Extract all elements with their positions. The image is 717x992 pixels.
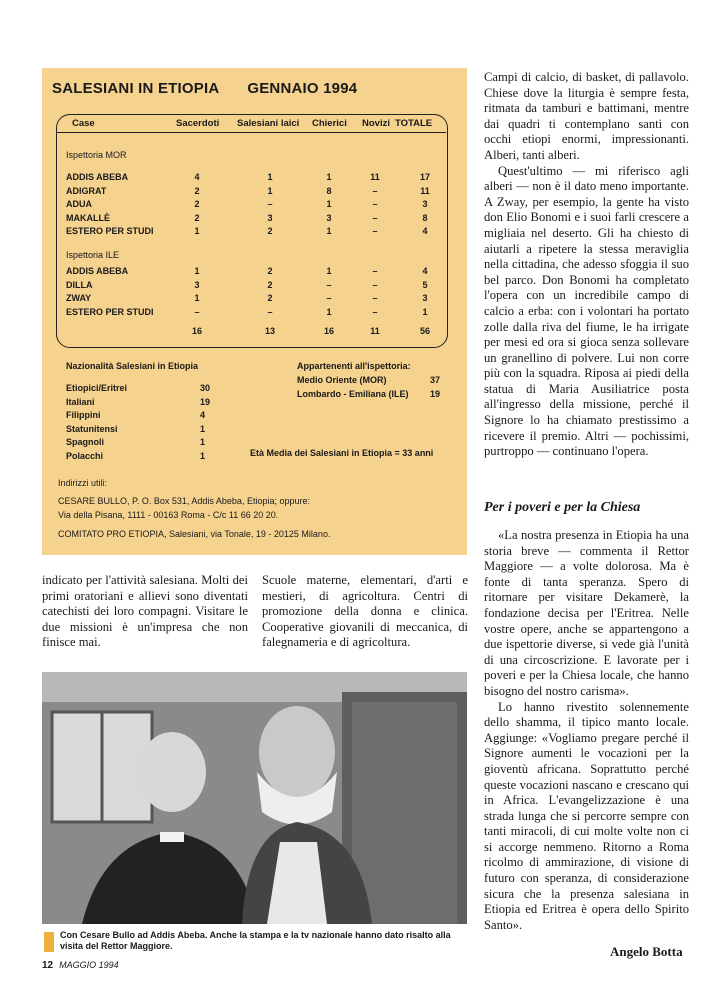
box-title-left: SALESIANI IN ETIOPIA — [52, 80, 220, 97]
mor-row-name: ESTERO PER STUDI — [66, 226, 154, 236]
ile-row-name: ESTERO PER STUDI — [66, 306, 154, 317]
ile-row-name: ADDIS ABEBA — [66, 266, 129, 276]
box-title-right: GENNAIO 1994 — [247, 80, 358, 97]
total-value: 11 — [370, 326, 380, 336]
mor-row-name: ADIGRAT — [66, 185, 107, 196]
ile-row-value: 4 — [422, 266, 428, 276]
page-footer — [42, 960, 119, 971]
magazine-issue: MAGGIO 1994 — [59, 960, 119, 970]
group-mor-label: Ispettoria MOR — [66, 150, 127, 160]
nationality-count: 1 — [200, 423, 206, 434]
ile-row-value: 1 — [194, 293, 200, 303]
ile-row-value: 1 — [326, 266, 332, 276]
appartenenti-count: 19 — [430, 389, 441, 399]
ile-row-value: 3 — [422, 293, 428, 303]
group-ile-label: Ispettoria ILE — [66, 250, 120, 260]
body-column-2 — [262, 573, 468, 651]
body-col1-text: indicato per l'attività salesiana. Molti dei primi oratoriani e allievi sono diventati catechisti dei loro compagni. Visitare le due missioni è un'impresa che non finisce mai. — [42, 573, 248, 650]
page-number: 12 — [42, 960, 54, 971]
total-value: 13 — [264, 326, 275, 336]
mor-row-value: 1 — [326, 226, 332, 236]
nationality-count: 1 — [200, 451, 206, 461]
ile-row-name: ZWAY — [66, 293, 92, 303]
body-col3-para-c: «La nostra presenza in Etiopia ha una storia breve — commenta il Rettor Maggiore — a volte dolorosa. Ma è fonte di tanta speranza. Spero di ritornare per visitare Dekamerè, la fondazione decisa per l'Eritrea. Nelle vostre opere, anche se appartengono a due ispettorie diverse, si vede già l'unità di una circoscrizione. E lavorate per i poveri e per la Chiesa locale, che hanno bisogno del nostro carisma». — [484, 528, 689, 698]
mor-row-value: 2 — [267, 226, 273, 236]
ile-row-value: – — [194, 306, 200, 317]
total-value: 16 — [191, 326, 202, 336]
nationality-name: Italiani — [66, 396, 95, 407]
mor-row-name: ADUA — [66, 199, 92, 209]
appartenenti-title: Appartenenti all'ispettoria: — [297, 361, 411, 371]
eta-media: Età Media dei Salesiani in Etiopia = 33 anni — [250, 448, 434, 458]
appartenenti-name: Medio Oriente (MOR) — [297, 375, 387, 385]
body-column-3-bottom — [484, 528, 689, 933]
col-header-totale: TOTALE — [395, 118, 433, 129]
ile-row-value: – — [372, 266, 378, 276]
nationality-count: 1 — [200, 437, 206, 448]
caption-marker — [44, 932, 54, 952]
table-header-divider — [57, 132, 446, 133]
mor-row-value: 2 — [194, 199, 200, 209]
mor-row-value: 11 — [420, 185, 430, 196]
ile-row-value: 1 — [194, 266, 200, 276]
mor-row-value: 1 — [267, 172, 273, 182]
section-heading: Per i poveri e per la Chiesa — [484, 500, 641, 515]
ile-row-value: 3 — [194, 279, 200, 290]
nationality-name: Etiopici/Eritrei — [66, 383, 128, 393]
author-signature: Angelo Botta — [610, 944, 683, 959]
mor-row-value: 8 — [326, 185, 332, 196]
address-line-1: CESARE BULLO, P. O. Box 531, Addis Abeba, Etiopia; oppure: — [58, 496, 310, 506]
col-header-sacerdoti: Sacerdoti — [176, 118, 220, 129]
mor-row-value: 2 — [194, 212, 200, 223]
photo-illustration — [42, 672, 467, 924]
ile-row-value: – — [267, 306, 273, 317]
ile-row-value: – — [372, 306, 378, 317]
col-header-novizi: Novizi — [362, 118, 390, 129]
mor-row-name: ADDIS ABEBA — [66, 172, 129, 182]
ile-row-value: 1 — [326, 306, 332, 317]
address-label: Indirizzi utili: — [58, 478, 108, 488]
body-col3-para-a: Campi di calcio, di basket, di pallavolo. Chiese dove la liturgia è sempre festa, ritmata da tamburi e battimani, mentre dai quadri ti contemplano santi con occhi etiopi enormi, impressionanti. Alberi, tanti alberi. — [484, 70, 689, 162]
ile-row-value: 2 — [267, 279, 273, 290]
ile-row-value: 1 — [422, 306, 428, 317]
mor-row-value: – — [372, 226, 378, 236]
mor-row-value: 1 — [326, 199, 332, 209]
nationality-name: Polacchi — [66, 451, 104, 461]
address-line-2: Via della Pisana, 1111 - 00163 Roma - C/c 11 66 20 20. — [58, 510, 279, 520]
body-col3-para-b: Quest'ultimo — mi riferisco agli alberi — non è il dato meno importante. A Zway, per esempio, la gente ha visto don Elio Bonomi e i suoi farli crescere a migliaia nel deserto. Gli ha chiesto di aiutarli a ripetere la stessa meraviglia nella cittadina, che adesso sfoggia il suo bel parco. Don Bonomi ha completato l'opera con un incredibile campo di calcio a erba: con i volontari ha portato zolle dalla riva del fiume, le ha irrigate per mesi ed ora si gioca senza sollevare un granellino di polvere. Lui non corre più con la squadra. Riposa ai piedi della statua di Maria Ausiliatrice posta all'ingresso della missione, perché il Signore lo ha chiamato prestissimo a ricevere il premio. Altri — pochissimi, purtroppo — continuano l'opera. — [484, 163, 689, 459]
box-title — [52, 80, 452, 97]
nationality-name: Spagnoli — [66, 437, 104, 448]
mor-row-value: – — [372, 199, 378, 209]
nationality-name: Filippini — [66, 410, 101, 421]
ile-row-name: DILLA — [66, 279, 93, 290]
mor-row-value: 1 — [194, 226, 200, 236]
mor-row-value: – — [372, 212, 378, 223]
ile-row-value: – — [372, 293, 378, 303]
mor-row-value: 1 — [267, 185, 273, 196]
appartenenti-name: Lombardo - Emiliana (ILE) — [297, 389, 409, 399]
ile-row-value: 5 — [422, 279, 428, 290]
mor-row-value: 8 — [422, 212, 428, 223]
col-header-chierici: Chierici — [312, 118, 347, 129]
body-col2-text: Scuole materne, elementari, d'arti e mestieri, di agricoltura. Centri di promozione della donna e clinica. Cooperative giovanili di meccanica, di falegnameria e di agricoltura. — [262, 573, 468, 650]
mor-row-value: 17 — [419, 172, 430, 182]
mor-row-value: 4 — [194, 172, 200, 182]
appartenenti-count: 37 — [430, 375, 441, 385]
nationality-title: Nazionalità Salesiani in Etiopia — [66, 361, 199, 371]
mor-row-value: 11 — [370, 172, 380, 182]
mor-row-value: – — [267, 199, 273, 209]
col-header-laici: Salesiani laici — [237, 118, 300, 129]
body-column-1 — [42, 573, 248, 651]
total-value: 16 — [323, 326, 334, 336]
nationality-count: 19 — [200, 396, 211, 407]
body-col3-para-d: Lo hanno rivestito solennemente dello shamma, il tipico manto locale. Aggiunge: «Vogliamo pregare perché il Signore aumenti le vocazioni per la gioventù africana. Soprattutto perché queste vocazioni nascano e crescano qui in Africa. L'evangelizzazione è una strada lunga che si percorre sempre con tanti miracoli, di cui molte volte non ci si accorge nemmeno. Ritorno a Roma ricolmo di ammirazione, di visione di futuro con speranza, di considerazione sicura che la presenza salesiana in Etiopia ed Eritrea è opera dello Spirito Santo». — [484, 699, 689, 932]
mor-row-value: 3 — [326, 212, 332, 223]
photo-caption: Con Cesare Bullo ad Addis Abeba. Anche la stampa e la tv nazionale hanno dato risalto alla visita del Rettor Maggiore. — [60, 930, 451, 951]
mor-row-value: 1 — [326, 172, 332, 182]
nationality-name: Statunitensi — [66, 423, 118, 434]
ile-row-value: – — [372, 279, 378, 290]
mor-row-value: 4 — [422, 226, 428, 236]
total-value: 56 — [419, 326, 430, 336]
ile-row-value: 2 — [267, 293, 273, 303]
photo — [42, 672, 467, 924]
mor-row-value: 2 — [194, 185, 200, 196]
body-column-3-top — [484, 70, 689, 460]
ile-row-value: – — [326, 279, 332, 290]
mor-row-name: MAKALLÈ — [66, 212, 110, 223]
col-header-case: Case — [72, 118, 95, 129]
ile-row-value: – — [326, 293, 332, 303]
mor-row-value: 3 — [267, 212, 273, 223]
nationality-count: 30 — [200, 383, 211, 393]
address-line-3: COMITATO PRO ETIOPIA, Salesiani, via Tonale, 19 - 20125 Milano. — [58, 529, 331, 539]
mor-row-value: – — [372, 185, 378, 196]
nationality-count: 4 — [200, 410, 206, 421]
ile-row-value: 2 — [267, 266, 273, 276]
mor-row-value: 3 — [422, 199, 428, 209]
